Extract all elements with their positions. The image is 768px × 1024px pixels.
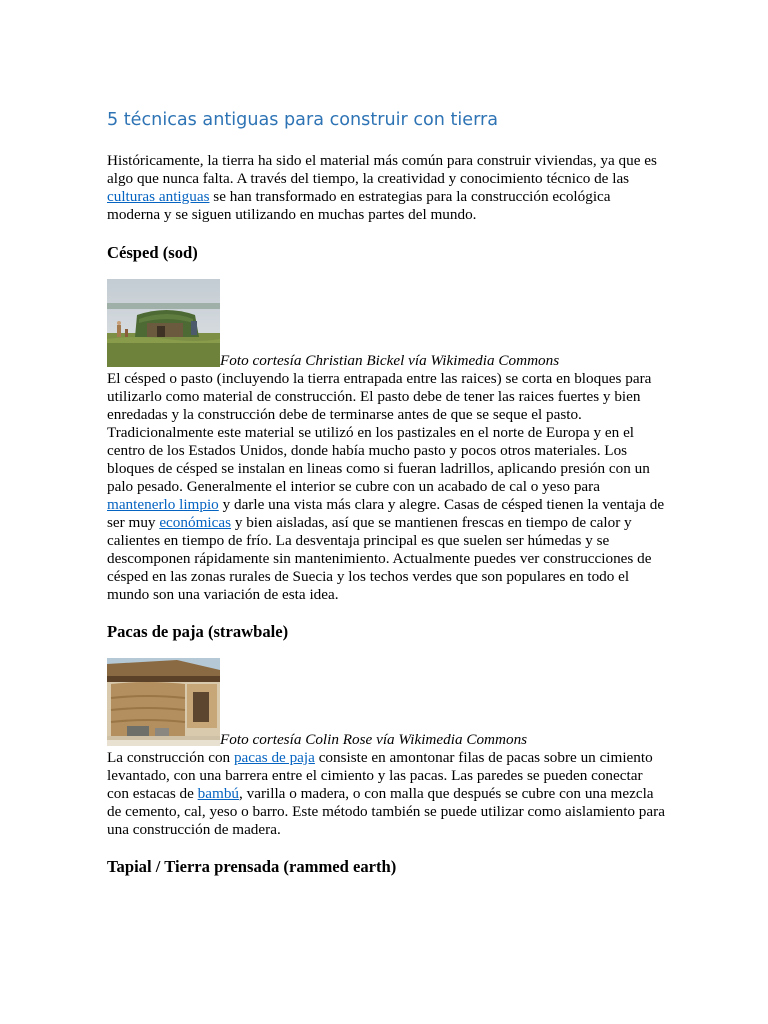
text-line: mantenerlo limpio y darle una vista más clara y alegre. Casas de césped tienen la ventaja de <box>107 496 665 513</box>
text-line: algo que nunca falta. A través del tiempo, la creatividad y conocimiento técnico de las <box>107 170 630 187</box>
pacas-de-paja-link[interactable]: pacas de paja <box>233 749 315 766</box>
culturas-antiguas-link[interactable]: culturas antiguas <box>107 188 210 205</box>
text-line: culturas antiguas se han transformado en estrategias para la construcción ecológica <box>107 188 611 205</box>
document-title: 5 técnicas antiguas para construir con tierra <box>107 110 499 130</box>
text-line: una construcción de madera. <box>107 821 281 838</box>
photo-caption: Foto cortesía Colin Rose vía Wikimedia Commons <box>220 731 528 748</box>
section-heading-cesped: Césped (sod) <box>107 243 198 262</box>
strawbale-house-photo <box>107 658 220 746</box>
text-line: bloques de césped se instalan en lineas como si fueran ladrillos, aplicando presión con un <box>107 460 650 477</box>
sod-house-photo <box>107 279 220 367</box>
text-line: Históricamente, la tierra ha sido el material más común para construir viviendas, ya que es <box>107 152 657 169</box>
text-line: utilizarlo como material de construcción. El pasto debe de tener las raices fuertes y bien <box>107 388 641 405</box>
economicas-link[interactable]: económicas <box>159 514 232 531</box>
mantenerlo-limpio-link[interactable]: mantenerlo limpio <box>107 496 219 513</box>
text-line: enredadas y la construcción debe de terminarse antes de que se seque el pasto. <box>107 406 582 423</box>
cesped-paragraph <box>107 370 667 604</box>
bambu-link[interactable]: bambú <box>197 785 240 802</box>
text-line: con estacas de bambú, varilla o madera, o con malla que después se cubre con una mezcla <box>107 785 654 802</box>
section-heading-tapial: Tapial / Tierra prensada (rammed earth) <box>107 857 397 876</box>
pacas-paragraph <box>107 749 667 839</box>
text-line: ser muy económicas y bien aisladas, así que se mantienen frescas en tiempo de calor y <box>107 514 632 531</box>
text-line: descomponen rápidamente sin mantenimiento. Actualmente puedes ver construcciones de <box>107 550 652 567</box>
text-line: mundo son una variación de esta idea. <box>107 586 339 603</box>
photo-caption: Foto cortesía Christian Bickel vía Wikimedia Commons <box>220 352 560 369</box>
text-line: levantado, con una barrera entre el cimiento y las pacas. Las paredes se pueden conectar <box>107 767 643 784</box>
text-line: centro de los Estados Unidos, donde había mucho pasto y pocos otros materiales. Los <box>107 442 628 459</box>
text-line: La construcción con pacas de paja consiste en amontonar filas de pacas sobre un cimiento <box>107 749 653 766</box>
text-line: palo pesado. Generalmente el interior se cubre con un acabado de cal o yeso para <box>107 478 600 495</box>
text-line: césped en las zonas rurales de Suecia y los techos verdes que son populares en todo el <box>107 568 630 585</box>
text-line: de cemento, cal, yeso o barro. Este método también se puede utilizar como aislamiento para <box>107 803 665 820</box>
text-line: moderna y se siguen utilizando en muchas partes del mundo. <box>107 206 477 223</box>
text-line: calientes en tiempo de frío. La desventaja principal es que suelen ser húmedas y se <box>107 532 610 549</box>
text-line: Tradicionalmente este material se utilizó en los pastizales en el norte de Europa y en el <box>107 424 635 441</box>
intro-paragraph <box>107 152 667 224</box>
section-heading-pacas: Pacas de paja (strawbale) <box>107 622 289 641</box>
text-line: El césped o pasto (incluyendo la tierra entrapada entre las raices) se corta en bloques para <box>107 370 652 387</box>
